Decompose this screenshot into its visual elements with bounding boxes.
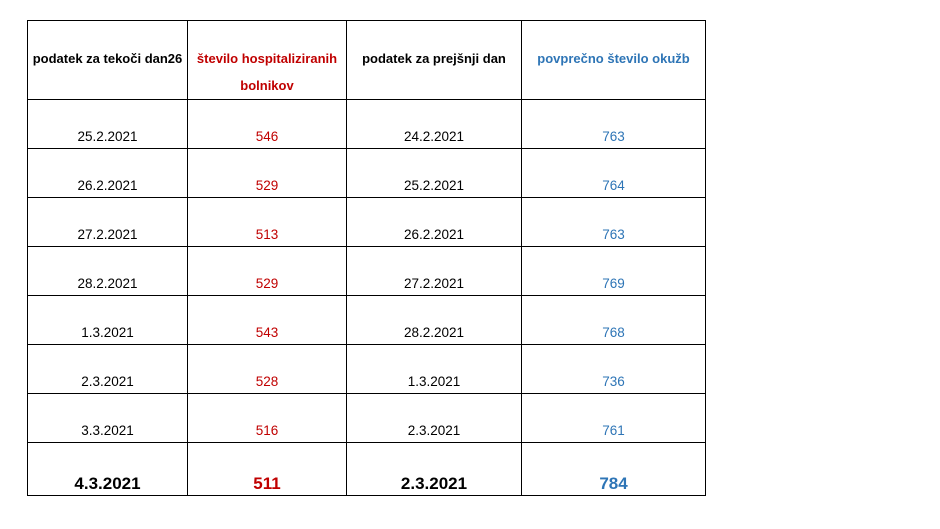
table-row <box>28 296 706 345</box>
cell-hospitalized: 529 <box>188 247 347 296</box>
cell-current-day: 26.2.2021 <box>28 149 188 198</box>
cell-current-day: 3.3.2021 <box>28 394 188 443</box>
cell-previous-day: 24.2.2021 <box>347 100 522 149</box>
header-avg-infections: povprečno število okužb <box>522 21 706 100</box>
data-table <box>27 20 706 496</box>
cell-previous-day: 26.2.2021 <box>347 198 522 247</box>
table-row <box>28 345 706 394</box>
header-hospitalized: število hospitaliziranih bolnikov <box>188 21 347 100</box>
cell-previous-day: 2.3.2021 <box>347 394 522 443</box>
cell-avg-infections: 784 <box>522 443 706 496</box>
cell-hospitalized: 513 <box>188 198 347 247</box>
cell-current-day: 27.2.2021 <box>28 198 188 247</box>
header-previous-day: podatek za prejšnji dan <box>347 21 522 100</box>
cell-current-day: 1.3.2021 <box>28 296 188 345</box>
header-row <box>28 21 706 100</box>
table-row <box>28 394 706 443</box>
cell-previous-day: 28.2.2021 <box>347 296 522 345</box>
header-current-day: podatek za tekoči dan26 <box>28 21 188 100</box>
cell-current-day: 4.3.2021 <box>28 443 188 496</box>
cell-hospitalized: 516 <box>188 394 347 443</box>
cell-hospitalized: 511 <box>188 443 347 496</box>
cell-previous-day: 1.3.2021 <box>347 345 522 394</box>
cell-avg-infections: 763 <box>522 198 706 247</box>
cell-current-day: 28.2.2021 <box>28 247 188 296</box>
cell-avg-infections: 764 <box>522 149 706 198</box>
cell-avg-infections: 768 <box>522 296 706 345</box>
cell-current-day: 25.2.2021 <box>28 100 188 149</box>
table-row-latest <box>28 443 706 496</box>
cell-avg-infections: 761 <box>522 394 706 443</box>
cell-previous-day: 25.2.2021 <box>347 149 522 198</box>
cell-hospitalized: 529 <box>188 149 347 198</box>
table-row <box>28 100 706 149</box>
cell-previous-day: 27.2.2021 <box>347 247 522 296</box>
table-row <box>28 149 706 198</box>
cell-hospitalized: 546 <box>188 100 347 149</box>
table-row <box>28 198 706 247</box>
cell-hospitalized: 543 <box>188 296 347 345</box>
cell-hospitalized: 528 <box>188 345 347 394</box>
cell-current-day: 2.3.2021 <box>28 345 188 394</box>
cell-avg-infections: 736 <box>522 345 706 394</box>
cell-avg-infections: 769 <box>522 247 706 296</box>
table-row <box>28 247 706 296</box>
cell-avg-infections: 763 <box>522 100 706 149</box>
cell-previous-day: 2.3.2021 <box>347 443 522 496</box>
